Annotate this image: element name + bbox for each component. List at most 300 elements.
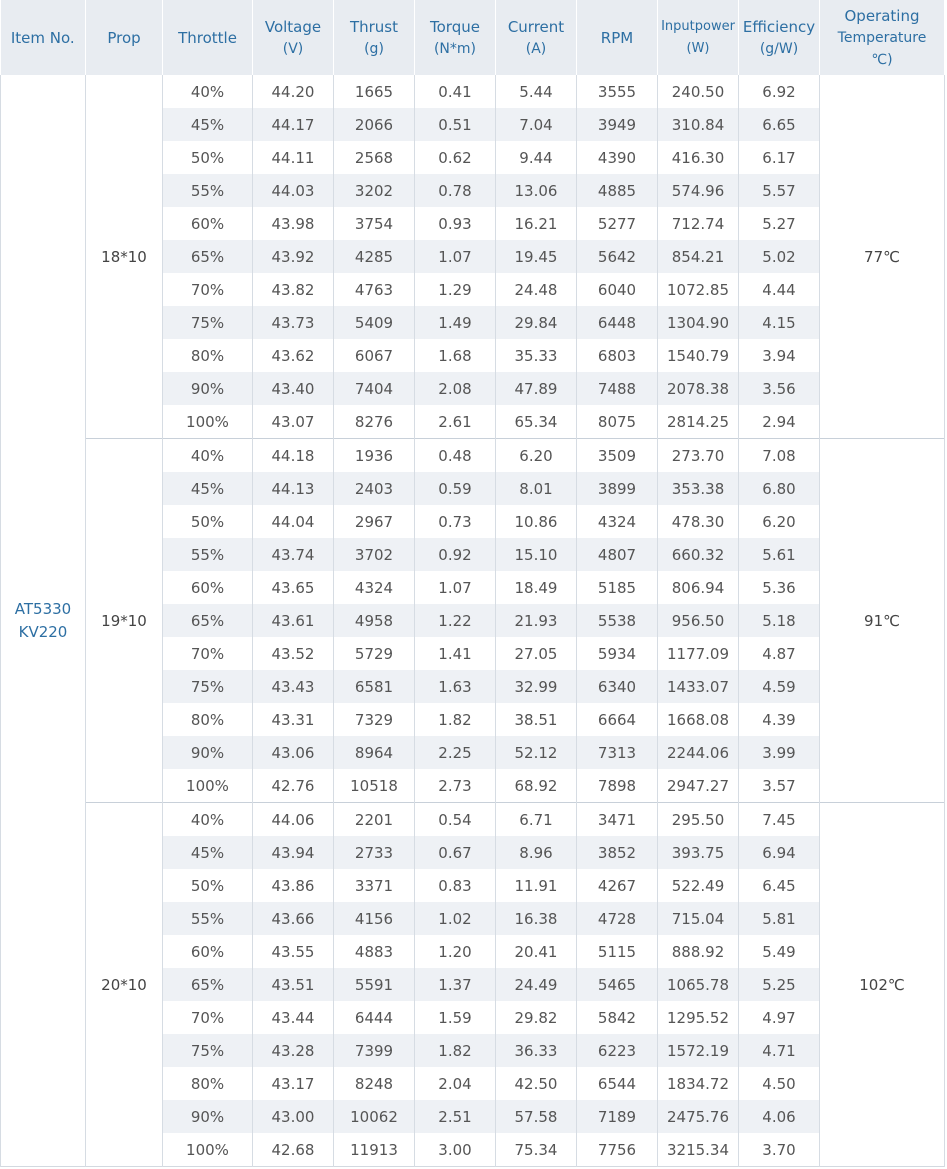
- throttle-cell: 60%: [163, 207, 253, 240]
- throttle-cell: 100%: [163, 1133, 253, 1167]
- column-header-efficiency-line: (g/W): [759, 40, 799, 57]
- thrust-cell: 8248: [334, 1067, 415, 1100]
- throttle-cell: 90%: [163, 372, 253, 405]
- rpm-cell: 6803: [577, 339, 658, 372]
- column-header-current: [496, 0, 577, 75]
- efficiency-cell: 6.94: [739, 836, 820, 869]
- voltage-cell: 43.17: [253, 1067, 334, 1100]
- efficiency-cell: 5.49: [739, 935, 820, 968]
- torque-cell: 0.54: [415, 803, 496, 837]
- efficiency-cell: 2.94: [739, 405, 820, 439]
- thrust-cell: 5409: [334, 306, 415, 339]
- efficiency-cell: 4.39: [739, 703, 820, 736]
- column-header-throttle: [163, 0, 253, 75]
- rpm-cell: 5185: [577, 571, 658, 604]
- current-cell: 42.50: [496, 1067, 577, 1100]
- table-row: [1, 439, 945, 473]
- torque-cell: 2.08: [415, 372, 496, 405]
- voltage-cell: 43.61: [253, 604, 334, 637]
- column-header-current-line: Current: [507, 17, 565, 36]
- inputpower-cell: 712.74: [658, 207, 739, 240]
- inputpower-cell: 1065.78: [658, 968, 739, 1001]
- item-number-line: KV220: [18, 622, 68, 641]
- voltage-cell: 43.65: [253, 571, 334, 604]
- rpm-cell: 5277: [577, 207, 658, 240]
- efficiency-cell: 5.61: [739, 538, 820, 571]
- inputpower-cell: 1072.85: [658, 273, 739, 306]
- throttle-cell: 65%: [163, 968, 253, 1001]
- table-row: [1, 75, 945, 108]
- voltage-cell: 43.62: [253, 339, 334, 372]
- voltage-cell: 43.74: [253, 538, 334, 571]
- inputpower-cell: 1668.08: [658, 703, 739, 736]
- inputpower-cell: 1295.52: [658, 1001, 739, 1034]
- efficiency-cell: 4.50: [739, 1067, 820, 1100]
- column-header-temp-line: ℃): [871, 51, 893, 68]
- column-header-voltage-line: Voltage: [264, 17, 322, 36]
- rpm-cell: 3471: [577, 803, 658, 837]
- torque-cell: 1.82: [415, 703, 496, 736]
- rpm-cell: 4267: [577, 869, 658, 902]
- efficiency-cell: 4.59: [739, 670, 820, 703]
- throttle-cell: 100%: [163, 405, 253, 439]
- voltage-cell: 43.06: [253, 736, 334, 769]
- rpm-cell: 4885: [577, 174, 658, 207]
- voltage-cell: 43.07: [253, 405, 334, 439]
- efficiency-cell: 3.56: [739, 372, 820, 405]
- efficiency-cell: 7.45: [739, 803, 820, 837]
- voltage-cell: 43.31: [253, 703, 334, 736]
- inputpower-cell: 240.50: [658, 75, 739, 108]
- throttle-cell: 45%: [163, 836, 253, 869]
- thrust-cell: 10062: [334, 1100, 415, 1133]
- inputpower-cell: 1304.90: [658, 306, 739, 339]
- torque-cell: 1.20: [415, 935, 496, 968]
- current-cell: 5.44: [496, 75, 577, 108]
- torque-cell: 1.41: [415, 637, 496, 670]
- torque-cell: 0.83: [415, 869, 496, 902]
- efficiency-cell: 5.81: [739, 902, 820, 935]
- throttle-cell: 50%: [163, 141, 253, 174]
- current-cell: 8.01: [496, 472, 577, 505]
- thrust-cell: 4763: [334, 273, 415, 306]
- rpm-cell: 7756: [577, 1133, 658, 1167]
- rpm-cell: 3555: [577, 75, 658, 108]
- current-cell: 8.96: [496, 836, 577, 869]
- thrust-cell: 7329: [334, 703, 415, 736]
- column-header-voltage-line: (V): [282, 40, 304, 57]
- operating-temperature-cell: 77℃: [820, 75, 945, 439]
- voltage-cell: 43.00: [253, 1100, 334, 1133]
- torque-cell: 1.68: [415, 339, 496, 372]
- thrust-cell: 1936: [334, 439, 415, 473]
- torque-cell: 0.92: [415, 538, 496, 571]
- torque-cell: 1.59: [415, 1001, 496, 1034]
- rpm-cell: 3899: [577, 472, 658, 505]
- column-header-item: [1, 0, 86, 75]
- thrust-cell: 7404: [334, 372, 415, 405]
- rpm-cell: 6544: [577, 1067, 658, 1100]
- efficiency-cell: 6.45: [739, 869, 820, 902]
- throttle-cell: 90%: [163, 1100, 253, 1133]
- voltage-cell: 44.20: [253, 75, 334, 108]
- voltage-cell: 43.28: [253, 1034, 334, 1067]
- column-header-temp-line: Temperature: [837, 29, 927, 46]
- inputpower-cell: 1540.79: [658, 339, 739, 372]
- column-header-inputpower-line: (W): [686, 40, 710, 56]
- prop-cell: 20*10: [86, 803, 163, 1167]
- torque-cell: 1.29: [415, 273, 496, 306]
- inputpower-cell: 2475.76: [658, 1100, 739, 1133]
- efficiency-cell: 5.57: [739, 174, 820, 207]
- voltage-cell: 43.94: [253, 836, 334, 869]
- rpm-cell: 6223: [577, 1034, 658, 1067]
- efficiency-cell: 4.87: [739, 637, 820, 670]
- voltage-cell: 43.52: [253, 637, 334, 670]
- throttle-cell: 75%: [163, 306, 253, 339]
- column-header-efficiency: [739, 0, 820, 75]
- throttle-cell: 55%: [163, 902, 253, 935]
- column-header-torque: [415, 0, 496, 75]
- throttle-cell: 80%: [163, 703, 253, 736]
- column-header-rpm: [577, 0, 658, 75]
- thrust-cell: 4324: [334, 571, 415, 604]
- current-cell: 15.10: [496, 538, 577, 571]
- current-cell: 16.21: [496, 207, 577, 240]
- throttle-cell: 75%: [163, 670, 253, 703]
- rpm-cell: 8075: [577, 405, 658, 439]
- efficiency-cell: 6.20: [739, 505, 820, 538]
- inputpower-cell: 353.38: [658, 472, 739, 505]
- column-header-efficiency-line: Efficiency: [742, 17, 816, 36]
- current-cell: 10.86: [496, 505, 577, 538]
- voltage-cell: 44.18: [253, 439, 334, 473]
- efficiency-cell: 5.27: [739, 207, 820, 240]
- thrust-cell: 2201: [334, 803, 415, 837]
- column-header-thrust: [334, 0, 415, 75]
- rpm-cell: 3852: [577, 836, 658, 869]
- table-row: [1, 803, 945, 837]
- column-header-prop: [86, 0, 163, 75]
- current-cell: 9.44: [496, 141, 577, 174]
- voltage-cell: 42.76: [253, 769, 334, 803]
- thrust-cell: 6444: [334, 1001, 415, 1034]
- rpm-cell: 6448: [577, 306, 658, 339]
- inputpower-cell: 1572.19: [658, 1034, 739, 1067]
- rpm-cell: 3949: [577, 108, 658, 141]
- throttle-cell: 45%: [163, 108, 253, 141]
- efficiency-cell: 6.17: [739, 141, 820, 174]
- inputpower-cell: 522.49: [658, 869, 739, 902]
- throttle-cell: 100%: [163, 769, 253, 803]
- torque-cell: 0.93: [415, 207, 496, 240]
- rpm-cell: 4390: [577, 141, 658, 174]
- throttle-cell: 50%: [163, 505, 253, 538]
- efficiency-cell: 4.97: [739, 1001, 820, 1034]
- column-header-inputpower: [658, 0, 739, 75]
- current-cell: 65.34: [496, 405, 577, 439]
- current-cell: 29.82: [496, 1001, 577, 1034]
- voltage-cell: 43.73: [253, 306, 334, 339]
- torque-cell: 1.07: [415, 571, 496, 604]
- torque-cell: 0.48: [415, 439, 496, 473]
- voltage-cell: 44.17: [253, 108, 334, 141]
- operating-temperature-cell: 102℃: [820, 803, 945, 1167]
- efficiency-cell: 3.99: [739, 736, 820, 769]
- thrust-cell: 5729: [334, 637, 415, 670]
- rpm-cell: 5465: [577, 968, 658, 1001]
- torque-cell: 2.51: [415, 1100, 496, 1133]
- torque-cell: 1.37: [415, 968, 496, 1001]
- efficiency-cell: 6.92: [739, 75, 820, 108]
- efficiency-cell: 4.06: [739, 1100, 820, 1133]
- voltage-cell: 43.40: [253, 372, 334, 405]
- column-header-thrust-line: Thrust: [349, 17, 399, 36]
- torque-cell: 2.73: [415, 769, 496, 803]
- efficiency-cell: 4.44: [739, 273, 820, 306]
- item-number-cell: [1, 75, 86, 1167]
- voltage-cell: 43.86: [253, 869, 334, 902]
- inputpower-cell: 806.94: [658, 571, 739, 604]
- efficiency-cell: 4.71: [739, 1034, 820, 1067]
- throttle-cell: 60%: [163, 935, 253, 968]
- column-header-voltage: [253, 0, 334, 75]
- column-header-throttle-line: Throttle: [178, 28, 237, 47]
- thrust-cell: 6581: [334, 670, 415, 703]
- thrust-cell: 2733: [334, 836, 415, 869]
- thrust-cell: 4285: [334, 240, 415, 273]
- torque-cell: 0.62: [415, 141, 496, 174]
- torque-cell: 3.00: [415, 1133, 496, 1167]
- inputpower-cell: 295.50: [658, 803, 739, 837]
- efficiency-cell: 7.08: [739, 439, 820, 473]
- thrust-cell: 6067: [334, 339, 415, 372]
- inputpower-cell: 854.21: [658, 240, 739, 273]
- voltage-cell: 43.55: [253, 935, 334, 968]
- efficiency-cell: 4.15: [739, 306, 820, 339]
- inputpower-cell: 1834.72: [658, 1067, 739, 1100]
- thrust-cell: 3702: [334, 538, 415, 571]
- torque-cell: 0.41: [415, 75, 496, 108]
- torque-cell: 0.51: [415, 108, 496, 141]
- current-cell: 16.38: [496, 902, 577, 935]
- throttle-cell: 55%: [163, 174, 253, 207]
- current-cell: 32.99: [496, 670, 577, 703]
- thrust-cell: 4958: [334, 604, 415, 637]
- torque-cell: 2.04: [415, 1067, 496, 1100]
- current-cell: 75.34: [496, 1133, 577, 1167]
- thrust-cell: 8276: [334, 405, 415, 439]
- torque-cell: 0.67: [415, 836, 496, 869]
- inputpower-cell: 715.04: [658, 902, 739, 935]
- voltage-cell: 43.44: [253, 1001, 334, 1034]
- thrust-cell: 10518: [334, 769, 415, 803]
- inputpower-cell: 660.32: [658, 538, 739, 571]
- efficiency-cell: 6.80: [739, 472, 820, 505]
- rpm-cell: 4324: [577, 505, 658, 538]
- column-header-current-line: (A): [525, 40, 547, 57]
- current-cell: 27.05: [496, 637, 577, 670]
- throttle-cell: 50%: [163, 869, 253, 902]
- column-header-temp: [820, 0, 945, 75]
- torque-cell: 0.78: [415, 174, 496, 207]
- rpm-cell: 7313: [577, 736, 658, 769]
- current-cell: 57.58: [496, 1100, 577, 1133]
- current-cell: 47.89: [496, 372, 577, 405]
- rpm-cell: 5642: [577, 240, 658, 273]
- column-header-torque-line: (N*m): [433, 40, 477, 57]
- efficiency-cell: 3.94: [739, 339, 820, 372]
- throttle-cell: 55%: [163, 538, 253, 571]
- torque-cell: 1.02: [415, 902, 496, 935]
- rpm-cell: 6340: [577, 670, 658, 703]
- thrust-cell: 4156: [334, 902, 415, 935]
- throttle-cell: 65%: [163, 240, 253, 273]
- table-header: [1, 0, 945, 75]
- efficiency-cell: 6.65: [739, 108, 820, 141]
- efficiency-cell: 5.18: [739, 604, 820, 637]
- column-header-torque-line: Torque: [430, 17, 480, 36]
- thrust-cell: 3371: [334, 869, 415, 902]
- rpm-cell: 4728: [577, 902, 658, 935]
- current-cell: 38.51: [496, 703, 577, 736]
- torque-cell: 1.63: [415, 670, 496, 703]
- column-header-temp-line: Operating: [844, 6, 920, 25]
- throttle-cell: 70%: [163, 637, 253, 670]
- inputpower-cell: 956.50: [658, 604, 739, 637]
- efficiency-cell: 3.70: [739, 1133, 820, 1167]
- current-cell: 29.84: [496, 306, 577, 339]
- torque-cell: 2.25: [415, 736, 496, 769]
- throttle-cell: 70%: [163, 1001, 253, 1034]
- column-header-prop-line: Prop: [107, 28, 141, 47]
- rpm-cell: 5934: [577, 637, 658, 670]
- throttle-cell: 65%: [163, 604, 253, 637]
- column-header-inputpower-line: Inputpower: [661, 18, 735, 34]
- voltage-cell: 44.06: [253, 803, 334, 837]
- rpm-cell: 7189: [577, 1100, 658, 1133]
- voltage-cell: 43.66: [253, 902, 334, 935]
- column-header-item-line: Item No.: [10, 28, 75, 47]
- thrust-cell: 4883: [334, 935, 415, 968]
- column-header-rpm-line: RPM: [600, 28, 634, 47]
- thrust-cell: 2967: [334, 505, 415, 538]
- throttle-cell: 80%: [163, 339, 253, 372]
- rpm-cell: 5538: [577, 604, 658, 637]
- throttle-cell: 70%: [163, 273, 253, 306]
- current-cell: 24.48: [496, 273, 577, 306]
- inputpower-cell: 1433.07: [658, 670, 739, 703]
- thrust-cell: 2568: [334, 141, 415, 174]
- current-cell: 6.20: [496, 439, 577, 473]
- inputpower-cell: 478.30: [658, 505, 739, 538]
- voltage-cell: 43.82: [253, 273, 334, 306]
- thrust-cell: 3754: [334, 207, 415, 240]
- voltage-cell: 43.51: [253, 968, 334, 1001]
- current-cell: 18.49: [496, 571, 577, 604]
- current-cell: 24.49: [496, 968, 577, 1001]
- voltage-cell: 44.13: [253, 472, 334, 505]
- voltage-cell: 44.04: [253, 505, 334, 538]
- rpm-cell: 6664: [577, 703, 658, 736]
- inputpower-cell: 2078.38: [658, 372, 739, 405]
- current-cell: 68.92: [496, 769, 577, 803]
- torque-cell: 1.49: [415, 306, 496, 339]
- torque-cell: 2.61: [415, 405, 496, 439]
- table-body: [1, 75, 945, 1167]
- voltage-cell: 44.03: [253, 174, 334, 207]
- prop-cell: 18*10: [86, 75, 163, 439]
- rpm-cell: 4807: [577, 538, 658, 571]
- inputpower-cell: 888.92: [658, 935, 739, 968]
- current-cell: 35.33: [496, 339, 577, 372]
- efficiency-cell: 5.02: [739, 240, 820, 273]
- inputpower-cell: 1177.09: [658, 637, 739, 670]
- current-cell: 13.06: [496, 174, 577, 207]
- prop-cell: 19*10: [86, 439, 163, 803]
- current-cell: 6.71: [496, 803, 577, 837]
- thrust-cell: 5591: [334, 968, 415, 1001]
- thrust-cell: 3202: [334, 174, 415, 207]
- rpm-cell: 7898: [577, 769, 658, 803]
- current-cell: 52.12: [496, 736, 577, 769]
- thrust-cell: 2403: [334, 472, 415, 505]
- column-header-thrust-line: (g): [364, 40, 384, 57]
- throttle-cell: 40%: [163, 803, 253, 837]
- thrust-cell: 7399: [334, 1034, 415, 1067]
- thrust-cell: 11913: [334, 1133, 415, 1167]
- rpm-cell: 3509: [577, 439, 658, 473]
- inputpower-cell: 273.70: [658, 439, 739, 473]
- header-row: [1, 0, 945, 75]
- operating-temperature-cell: 91℃: [820, 439, 945, 803]
- inputpower-cell: 2947.27: [658, 769, 739, 803]
- thrust-cell: 8964: [334, 736, 415, 769]
- efficiency-cell: 5.36: [739, 571, 820, 604]
- voltage-cell: 42.68: [253, 1133, 334, 1167]
- current-cell: 21.93: [496, 604, 577, 637]
- voltage-cell: 43.43: [253, 670, 334, 703]
- torque-cell: 0.73: [415, 505, 496, 538]
- torque-cell: 0.59: [415, 472, 496, 505]
- inputpower-cell: 393.75: [658, 836, 739, 869]
- item-number-line: AT5330: [14, 599, 72, 618]
- inputpower-cell: 3215.34: [658, 1133, 739, 1167]
- inputpower-cell: 310.84: [658, 108, 739, 141]
- thrust-cell: 2066: [334, 108, 415, 141]
- current-cell: 36.33: [496, 1034, 577, 1067]
- current-cell: 19.45: [496, 240, 577, 273]
- throttle-cell: 90%: [163, 736, 253, 769]
- throttle-cell: 40%: [163, 75, 253, 108]
- rpm-cell: 6040: [577, 273, 658, 306]
- current-cell: 7.04: [496, 108, 577, 141]
- rpm-cell: 5842: [577, 1001, 658, 1034]
- efficiency-cell: 3.57: [739, 769, 820, 803]
- inputpower-cell: 2814.25: [658, 405, 739, 439]
- torque-cell: 1.22: [415, 604, 496, 637]
- inputpower-cell: 416.30: [658, 141, 739, 174]
- inputpower-cell: 2244.06: [658, 736, 739, 769]
- rpm-cell: 5115: [577, 935, 658, 968]
- inputpower-cell: 574.96: [658, 174, 739, 207]
- rpm-cell: 7488: [577, 372, 658, 405]
- current-cell: 11.91: [496, 869, 577, 902]
- thrust-cell: 1665: [334, 75, 415, 108]
- throttle-cell: 60%: [163, 571, 253, 604]
- voltage-cell: 43.98: [253, 207, 334, 240]
- throttle-cell: 45%: [163, 472, 253, 505]
